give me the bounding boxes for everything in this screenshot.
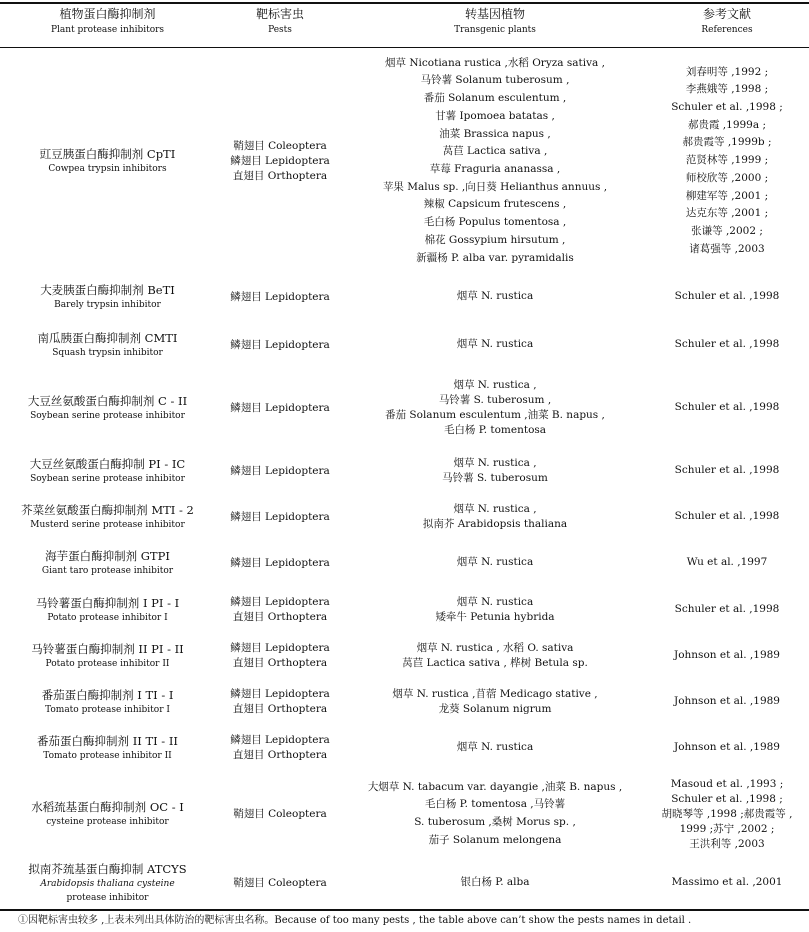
header-plants-zh: 转基因植物 — [464, 7, 525, 21]
plants-cell — [345, 370, 645, 446]
inhibitor-cell — [0, 726, 215, 770]
plant-line: 茄子 Solanum melongena — [428, 833, 562, 846]
plant-line: 毛白杨 Populus tomentosa , — [423, 216, 567, 229]
ref-line: 诸葛强等 ,2003 — [689, 242, 765, 255]
plant-line: 矮牵牛 Petunia hybrida — [435, 611, 555, 623]
plant-line: 烟草 N. rustica , — [453, 457, 537, 469]
plant-line: 烟草 N. rustica , — [453, 503, 537, 515]
pests-cell — [215, 588, 345, 632]
inhibitor-name-zh: 番茄蛋白酶抑制剂 II TI - II — [37, 734, 178, 748]
inhibitor-name-zh: 大豆丝氨酸蛋白酶抑制剂 C - II — [27, 394, 188, 408]
inhibitor-name-en: Giant taro protease inhibitor — [41, 566, 174, 576]
plant-line: 烟草 N. rustica — [456, 338, 534, 351]
inhibitor-cell — [0, 540, 215, 586]
header-refs-en: References — [701, 25, 753, 35]
pest-line: 鞘翅目 Coleoptera — [233, 876, 327, 889]
plants-cell — [345, 858, 645, 908]
pest-line: 鳞翅目 Lepidoptera — [230, 556, 330, 569]
plant-line: 大烟草 N. tabacum var. dayangie ,油菜 B. napus , — [367, 780, 623, 793]
pests-cell — [215, 772, 345, 856]
refs-cell — [645, 50, 809, 272]
pest-line: 直翅目 Orthoptera — [232, 169, 328, 182]
header-inhibitors — [0, 6, 215, 37]
pest-line: 鳞翅目 Lepidoptera — [230, 154, 330, 167]
ref-line: 柳建军等 ,2001 ; — [685, 189, 769, 202]
pest-line: 直翅目 Orthoptera — [232, 657, 328, 669]
refs-cell — [645, 680, 809, 724]
plant-line: 草莓 Fraguria ananassa , — [429, 163, 561, 175]
plant-line: 甘薯 Ipomoea batatas , — [435, 109, 555, 122]
ref-line: 郝贵霞等 ,1999b ; — [682, 136, 772, 149]
plant-line: 烟草 N. rustica — [456, 290, 534, 303]
inhibitor-name-en: Squash trypsin inhibitor — [52, 348, 163, 358]
table-row — [0, 634, 809, 678]
table-row — [0, 448, 809, 494]
bottom-rule — [0, 909, 809, 911]
pests-cell — [215, 322, 345, 368]
pests-cell — [215, 634, 345, 678]
header-pests-zh: 靶标害虫 — [255, 7, 304, 21]
inhibitor-cell — [0, 634, 215, 678]
ref-line: Johnson et al. ,1989 — [674, 741, 780, 754]
ref-line: Schuler et al. ,1998 — [674, 401, 780, 414]
table-row — [0, 726, 809, 770]
pests-cell — [215, 274, 345, 320]
ref-line: 达克东等 ,2001 ; — [685, 207, 769, 220]
inhibitor-name-en: Soybean serine protease inhibitor — [30, 411, 185, 421]
plant-line: 马铃薯 S. tuberosum — [442, 472, 548, 484]
inhibitor-cell — [0, 772, 215, 856]
ref-line: 王洪利等 ,2003 — [689, 837, 765, 850]
ref-line: Schuler et al. ,1998 — [674, 510, 780, 523]
inhibitor-cell — [0, 680, 215, 724]
inhibitor-name-zh: 水稻巯基蛋白酶抑制剂 OC - I — [31, 800, 184, 814]
inhibitor-name-en: Musterd serine protease inhibitor — [30, 520, 185, 530]
table-row — [0, 540, 809, 586]
ref-line: Massimo et al. ,2001 — [671, 876, 783, 889]
header-refs-zh: 参考文献 — [702, 7, 751, 21]
plants-cell — [345, 772, 645, 856]
refs-cell — [645, 858, 809, 908]
ref-line: Wu et al. ,1997 — [686, 556, 768, 569]
inhibitor-name-zh: 豇豆胰蛋白酶抑制剂 CpTI — [39, 147, 176, 161]
ref-line: 范贤林等 ,1999 ; — [685, 154, 769, 167]
plant-line: 烟草 N. rustica ,苜蓿 Medicago stative , — [392, 688, 598, 700]
plants-cell — [345, 448, 645, 494]
plant-line: S. tuberosum ,桑树 Morus sp. , — [414, 816, 576, 828]
inhibitor-name-zh: 马铃薯蛋白酶抑制剂 II PI - II — [31, 642, 184, 656]
plant-line: 莴苣 Lactica sativa , 桦树 Betula sp. — [402, 657, 588, 669]
plant-line: 辣椒 Capsicum frutescens , — [423, 198, 567, 211]
table-row — [0, 772, 809, 856]
inhibitor-name-en: Cowpea trypsin inhibitors — [48, 164, 167, 174]
plants-cell — [345, 634, 645, 678]
ref-line: 郝贵霞 ,1999a ; — [687, 118, 767, 131]
refs-cell — [645, 634, 809, 678]
inhibitor-name-en: Potato protease inhibitor II — [45, 659, 170, 669]
pest-line: 鳞翅目 Lepidoptera — [230, 596, 330, 608]
inhibitor-cell — [0, 588, 215, 632]
ref-line: 李燕娥等 ,1998 ; — [685, 83, 769, 96]
header-inhibitors-zh: 植物蛋白酶抑制剂 — [59, 7, 156, 21]
table-row — [0, 680, 809, 724]
ref-line: 1999 ;苏宁 ,2002 ; — [679, 822, 775, 835]
refs-cell — [645, 448, 809, 494]
inhibitor-name-zh: 拟南芥巯基蛋白酶抑制 ATCYS — [28, 862, 187, 876]
plant-line: 银白杨 P. alba — [460, 876, 530, 889]
refs-cell — [645, 588, 809, 632]
pest-line: 鳞翅目 Lepidoptera — [230, 510, 330, 523]
pest-line: 鞘翅目 Coleoptera — [233, 139, 327, 152]
header-pests-en: Pests — [268, 25, 292, 35]
pest-line: 鳞翅目 Lepidoptera — [230, 734, 330, 746]
refs-cell — [645, 274, 809, 320]
plants-cell — [345, 322, 645, 368]
ref-line: 刘春明等 ,1992 ; — [685, 65, 769, 78]
inhibitor-name-zh: 南瓜胰蛋白酶抑制剂 CMTI — [37, 331, 178, 345]
refs-cell — [645, 540, 809, 586]
ref-line: Schuler et al. ,1998 — [674, 464, 780, 477]
plants-cell — [345, 496, 645, 538]
inhibitor-cell — [0, 370, 215, 446]
inhibitor-cell — [0, 858, 215, 908]
plants-cell — [345, 680, 645, 724]
plant-line: 烟草 N. rustica — [456, 741, 534, 754]
pests-cell — [215, 680, 345, 724]
plant-line: 龙葵 Solanum nigrum — [438, 703, 552, 715]
ref-line: Schuler et al. ,1998 ; — [671, 792, 783, 805]
header-inhibitors-en: Plant protease inhibitors — [50, 25, 165, 35]
ref-line: 师校欣等 ,2000 ; — [685, 171, 769, 184]
refs-cell — [645, 726, 809, 770]
plant-line: 番茄 Solanum esculentum ,油菜 B. napus , — [385, 409, 605, 421]
header-rule — [0, 47, 809, 48]
ref-line: Schuler et al. ,1998 — [674, 603, 780, 616]
inhibitor-name-zh: 海芋蛋白酶抑制剂 GTPI — [45, 549, 170, 563]
plant-line: 烟草 N. rustica , 水稻 O. sativa — [416, 642, 574, 654]
pests-cell — [215, 858, 345, 908]
pest-line: 鳞翅目 Lepidoptera — [230, 464, 330, 477]
plant-line: 烟草 N. rustica , — [453, 379, 537, 391]
plants-cell — [345, 588, 645, 632]
plants-cell — [345, 50, 645, 272]
inhibitor-cell — [0, 322, 215, 368]
inhibitor-name-en: Tomato protease inhibitor I — [45, 705, 170, 715]
inhibitor-name-zh: 芥菜丝氨酸蛋白酶抑制剂 MTI - 2 — [21, 503, 194, 517]
plants-cell — [345, 274, 645, 320]
refs-cell — [645, 322, 809, 368]
ref-line: Masoud et al. ,1993 ; — [670, 777, 784, 790]
plants-cell — [345, 726, 645, 770]
refs-cell — [645, 496, 809, 538]
pests-cell — [215, 726, 345, 770]
plant-line: 毛白杨 P. tomentosa ,马铃薯 — [424, 798, 566, 811]
inhibitor-name-en: Soybean serine protease inhibitor — [30, 474, 185, 484]
plant-line: 烟草 Nicotiana rustica ,水稻 Oryza sativa , — [385, 56, 605, 69]
plant-line: 新疆杨 P. alba var. pyramidalis — [416, 251, 574, 264]
plant-line: 油菜 Brassica napus , — [439, 127, 551, 140]
table-row — [0, 370, 809, 446]
table-row — [0, 588, 809, 632]
ref-line: 胡晓琴等 ,1998 ;郝贵霞等 , — [661, 807, 793, 820]
inhibitor-name-zh: 番茄蛋白酶抑制剂 I TI - I — [41, 688, 174, 702]
plant-line: 烟草 N. rustica — [456, 596, 534, 608]
pests-cell — [215, 50, 345, 272]
pest-line: 直翅目 Orthoptera — [232, 611, 328, 623]
plant-line: 马铃薯 S. tuberosum , — [438, 394, 552, 406]
plant-line: 拟南芥 Arabidopsis thaliana — [422, 518, 568, 530]
top-rule — [0, 2, 809, 4]
plant-line: 棉花 Gossypium hirsutum , — [424, 233, 566, 246]
header-plants-en: Transgenic plants — [454, 25, 536, 35]
ref-line: Johnson et al. ,1989 — [674, 695, 780, 708]
pest-line: 鳞翅目 Lepidoptera — [230, 290, 330, 303]
inhibitor-name-en: protease inhibitor — [66, 893, 149, 903]
inhibitor-name-zh: 大麦胰蛋白酶抑制剂 BeTI — [40, 283, 175, 297]
pests-cell — [215, 370, 345, 446]
plant-line: 烟草 N. rustica — [456, 556, 534, 569]
plant-line: 苹果 Malus sp. ,向日葵 Helianthus annuus , — [382, 180, 608, 193]
pest-line: 鳞翅目 Lepidoptera — [230, 338, 330, 351]
ref-line: 张谦等 ,2002 ; — [691, 224, 763, 237]
inhibitor-name-zh: 大豆丝氨酸蛋白酶抑制 PI - IC — [29, 457, 186, 471]
inhibitor-name-en: Tomato protease inhibitor II — [43, 751, 172, 761]
inhibitor-name-en: Barely trypsin inhibitor — [54, 300, 161, 310]
inhibitor-name-en: cysteine protease inhibitor — [46, 817, 169, 827]
header-refs — [645, 6, 809, 37]
pest-line: 鳞翅目 Lepidoptera — [230, 642, 330, 654]
table-row — [0, 274, 809, 320]
plant-line: 番茄 Solanum esculentum , — [423, 92, 567, 105]
inhibitor-name-zh: 马铃薯蛋白酶抑制剂 I PI - I — [35, 596, 180, 610]
plants-cell — [345, 540, 645, 586]
table-row — [0, 496, 809, 538]
refs-cell — [645, 370, 809, 446]
table-row — [0, 322, 809, 368]
plant-line: 莴苣 Lactica sativa , — [442, 145, 548, 158]
ref-line: Schuler et al. ,1998 — [674, 338, 780, 351]
inhibitor-cell — [0, 50, 215, 272]
inhibitor-cell — [0, 274, 215, 320]
pest-line: 直翅目 Orthoptera — [232, 703, 328, 715]
refs-cell — [645, 772, 809, 856]
table-footnote: ①因靶标害虫较多 ,上表未列出具体防治的靶标害虫名称。Because of too many pests , the table above can’t show the pests names in detail . — [18, 915, 692, 926]
table-row — [0, 50, 809, 272]
pest-line: 直翅目 Orthoptera — [232, 749, 328, 761]
ref-line: Schuler et al. ,1998 ; — [671, 101, 783, 114]
header-plants — [345, 6, 645, 37]
inhibitor-name-en: Potato protease inhibitor I — [47, 613, 168, 623]
pests-cell — [215, 540, 345, 586]
pest-line: 鞘翅目 Coleoptera — [233, 807, 327, 820]
inhibitor-name-en: Arabidopsis thaliana cysteine — [40, 879, 175, 889]
ref-line: Johnson et al. ,1989 — [674, 649, 780, 662]
inhibitor-cell — [0, 448, 215, 494]
ref-line: Schuler et al. ,1998 — [674, 290, 780, 303]
table-row — [0, 858, 809, 908]
plant-line: 马铃薯 Solanum tuberosum , — [420, 74, 570, 87]
pest-line: 鳞翅目 Lepidoptera — [230, 401, 330, 414]
plant-line: 毛白杨 P. tomentosa — [443, 424, 547, 436]
pests-cell — [215, 496, 345, 538]
pests-cell — [215, 448, 345, 494]
pest-line: 鳞翅目 Lepidoptera — [230, 688, 330, 700]
inhibitor-cell — [0, 496, 215, 538]
header-pests — [215, 6, 345, 37]
